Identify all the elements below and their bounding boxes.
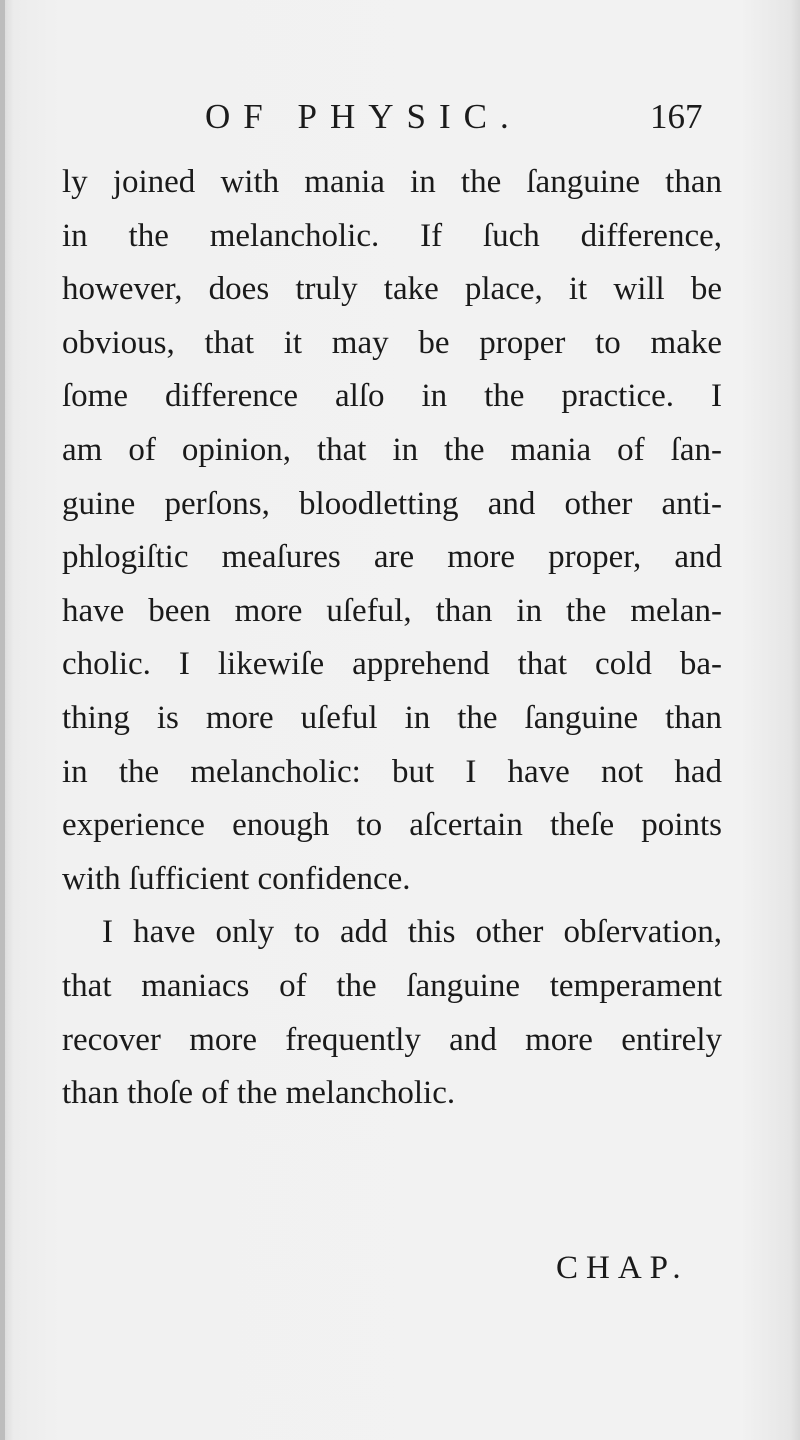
text-line: obvious, that it may be proper to make <box>62 324 722 361</box>
text-line: than thoſe of the melancholic. <box>62 1075 456 1112</box>
text-line: ly joined with mania in the ſanguine than <box>62 164 722 200</box>
text-line: experience enough to aſcertain theſe points <box>62 807 722 844</box>
page-number: 167 <box>650 97 703 136</box>
text-line: guine perſons, bloodletting and other anti- <box>62 485 722 522</box>
text-line: that maniacs of the ſanguine temperament <box>62 967 722 1004</box>
catchword: CHAP. <box>556 1250 689 1286</box>
text-line: phlogiſtic meaſures are more proper, and <box>62 539 722 576</box>
running-title: OF PHYSIC. <box>205 97 522 136</box>
text-line: have been more uſeful, than in the melan- <box>62 592 722 629</box>
text-line: recover more frequently and more entirely <box>62 1021 722 1058</box>
text-line: in the melancholic. If ſuch difference, <box>62 217 722 254</box>
body-text <box>62 156 722 1121</box>
text-line: thing is more uſeful in the ſanguine than <box>62 699 722 736</box>
page-left-edge <box>0 0 5 1440</box>
text-line: ſome difference alſo in the practice. I <box>62 378 722 415</box>
text-line: in the melancholic: but I have not had <box>62 753 722 790</box>
text-line: however, does truly take place, it will be <box>62 271 722 308</box>
text-line: am of opinion, that in the mania of ſan- <box>62 431 722 468</box>
text-line: cholic. I likewiſe apprehend that cold ba- <box>62 646 722 683</box>
page-header <box>0 92 800 142</box>
text-line: with ſufficient confidence. <box>62 860 411 897</box>
text-line: I have only to add this other obſervation, <box>102 914 722 951</box>
